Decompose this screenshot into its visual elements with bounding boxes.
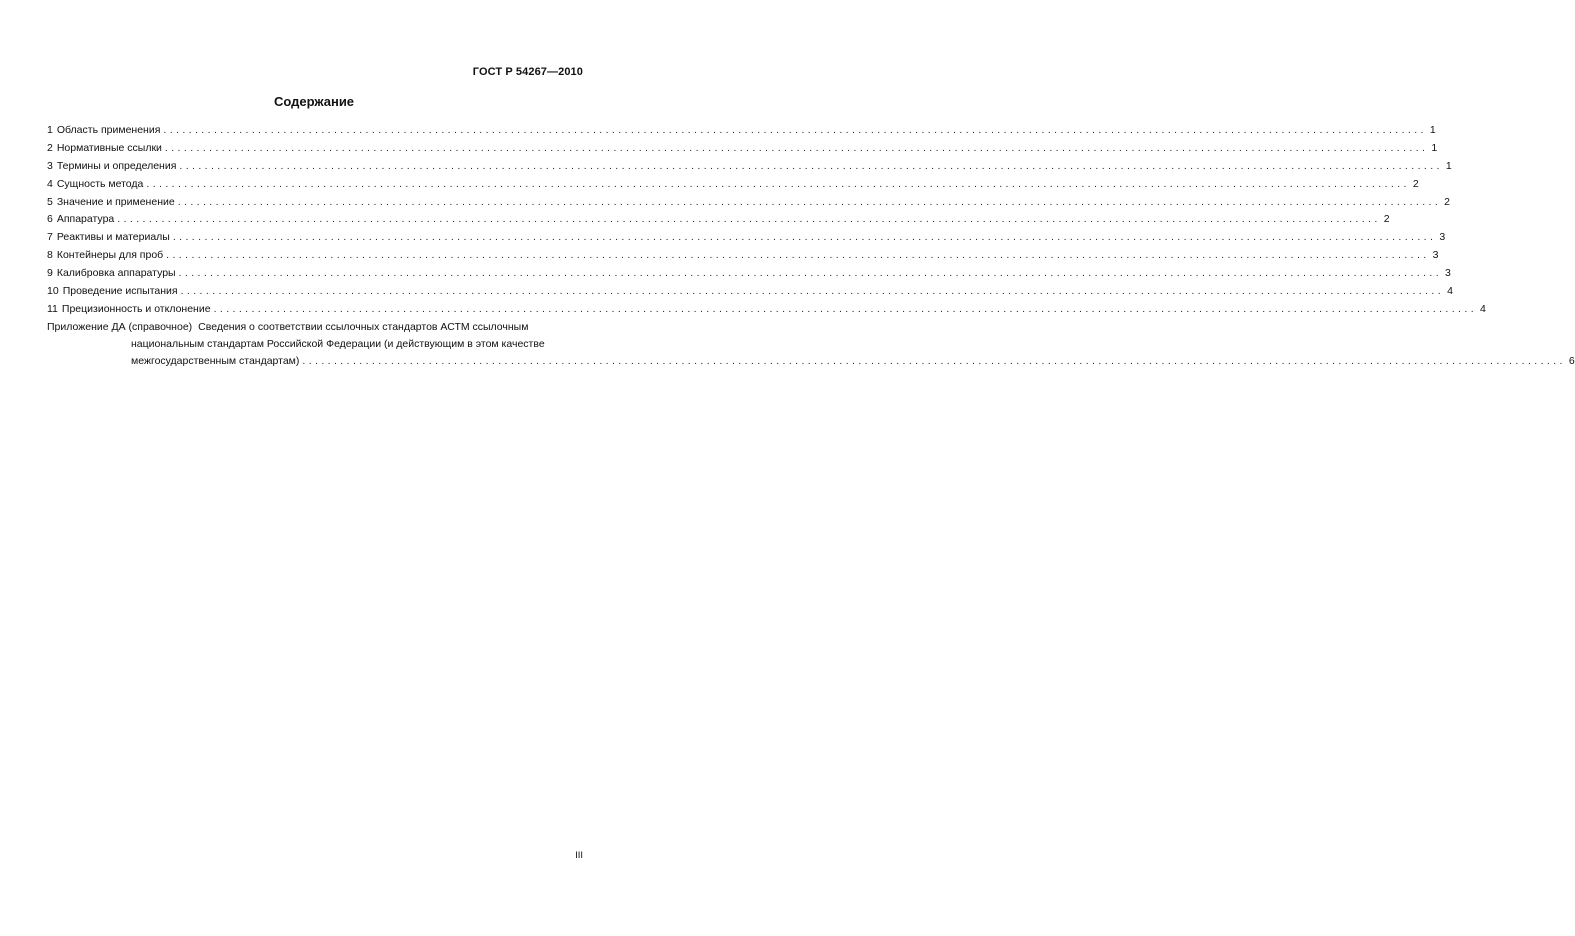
toc-entry[interactable] bbox=[47, 265, 1451, 283]
leader-dots: ........................................................................................................................................................................................................ bbox=[166, 249, 1430, 262]
toc-entry-label: Термины и определения bbox=[56, 159, 177, 172]
leader-dots: ........................................................................................................................................................................................................ bbox=[213, 302, 1478, 315]
toc-entry[interactable] bbox=[47, 158, 1452, 176]
leader-dots: ........................................................................................................................................................................................................ bbox=[163, 124, 1427, 136]
appendix-page: 6 bbox=[1568, 354, 1575, 367]
toc-entry-label: Калибровка аппаратуры bbox=[56, 267, 176, 280]
leader-dots: ........................................................................................................................................................................................................ bbox=[177, 195, 1442, 208]
appendix-title-line-1: Сведения о соответствии ссылочных стандартов АСТМ ссылочным bbox=[198, 320, 529, 333]
leader-dots: ........................................................................................................................................................................................................ bbox=[302, 354, 1566, 367]
table-of-contents bbox=[47, 122, 1575, 370]
toc-entry-label: Значение и применение bbox=[56, 195, 175, 208]
leader-dots: ........................................................................................................................................................................................................ bbox=[146, 177, 1410, 190]
leader-dots: ........................................................................................................................................................................................................ bbox=[179, 159, 1443, 172]
toc-entry-page: 1 bbox=[1431, 141, 1438, 154]
toc-entry-label: Проведение испытания bbox=[62, 285, 178, 298]
toc-entry-label: Область применения bbox=[56, 124, 161, 136]
leader-dots: ........................................................................................................................................................................................................ bbox=[117, 213, 1381, 226]
toc-entry-number: 1 bbox=[47, 124, 53, 136]
document-number: ГОСТ Р 54267—2010 bbox=[472, 66, 583, 78]
toc-entry-page: 2 bbox=[1444, 195, 1450, 208]
toc-entry-label: Прецизионность и отклонение bbox=[61, 302, 211, 315]
toc-entry-page: 2 bbox=[1412, 177, 1419, 190]
toc-entry-page: 3 bbox=[1432, 249, 1439, 262]
toc-entry[interactable] bbox=[47, 301, 1486, 319]
toc-entry-number: 7 bbox=[47, 231, 53, 244]
toc-entry[interactable] bbox=[47, 247, 1439, 265]
toc-entry-page: 1 bbox=[1445, 159, 1452, 172]
toc-entry-number: 9 bbox=[47, 267, 53, 280]
toc-entry[interactable] bbox=[47, 194, 1450, 212]
toc-entry-label: Сущность метода bbox=[56, 177, 144, 190]
appendix-label: Приложение ДА (справочное) bbox=[47, 320, 193, 333]
toc-entry-label: Реактивы и материалы bbox=[56, 231, 170, 244]
toc-entry-number: 2 bbox=[47, 141, 53, 154]
toc-entry-number: 11 bbox=[47, 302, 58, 315]
toc-title: Содержание bbox=[273, 94, 355, 109]
leader-dots: ........................................................................................................................................................................................................ bbox=[172, 231, 1437, 244]
toc-appendix-entry[interactable] bbox=[47, 319, 1575, 370]
toc-entry[interactable] bbox=[47, 176, 1419, 194]
toc-entry[interactable] bbox=[47, 140, 1438, 158]
toc-entry-page: 4 bbox=[1447, 285, 1453, 298]
toc-entry-page: 3 bbox=[1439, 231, 1446, 244]
toc-entry-number: 10 bbox=[47, 285, 59, 298]
toc-entry-number: 3 bbox=[47, 159, 53, 172]
toc-entry-label: Аппаратура bbox=[56, 213, 115, 226]
leader-dots: ........................................................................................................................................................................................................ bbox=[178, 267, 1443, 280]
toc-entry-page: 3 bbox=[1445, 267, 1451, 280]
toc-entry-page: 4 bbox=[1480, 302, 1486, 315]
toc-entry[interactable] bbox=[47, 229, 1446, 247]
toc-entry-label: Контейнеры для проб bbox=[56, 249, 164, 262]
toc-entry-number: 6 bbox=[47, 213, 53, 226]
toc-entry-number: 4 bbox=[47, 177, 53, 190]
appendix-title-line-3: межгосударственным стандартам) bbox=[131, 354, 300, 367]
leader-dots: ........................................................................................................................................................................................................ bbox=[180, 285, 1445, 298]
toc-entry-page: 1 bbox=[1429, 124, 1436, 136]
toc-entry[interactable] bbox=[47, 122, 1436, 140]
page-number: III bbox=[575, 850, 583, 861]
toc-entry-page: 2 bbox=[1383, 213, 1390, 226]
toc-entry-label: Нормативные ссылки bbox=[56, 141, 162, 154]
toc-entry-number: 5 bbox=[47, 195, 53, 208]
toc-entry-number: 8 bbox=[47, 249, 53, 262]
toc-entry[interactable] bbox=[47, 283, 1453, 301]
appendix-title-line-2: национальным стандартам Российской Федерации (и действующим в этом качестве bbox=[131, 337, 545, 350]
toc-entry[interactable] bbox=[47, 211, 1390, 229]
leader-dots: ........................................................................................................................................................................................................ bbox=[164, 141, 1429, 154]
